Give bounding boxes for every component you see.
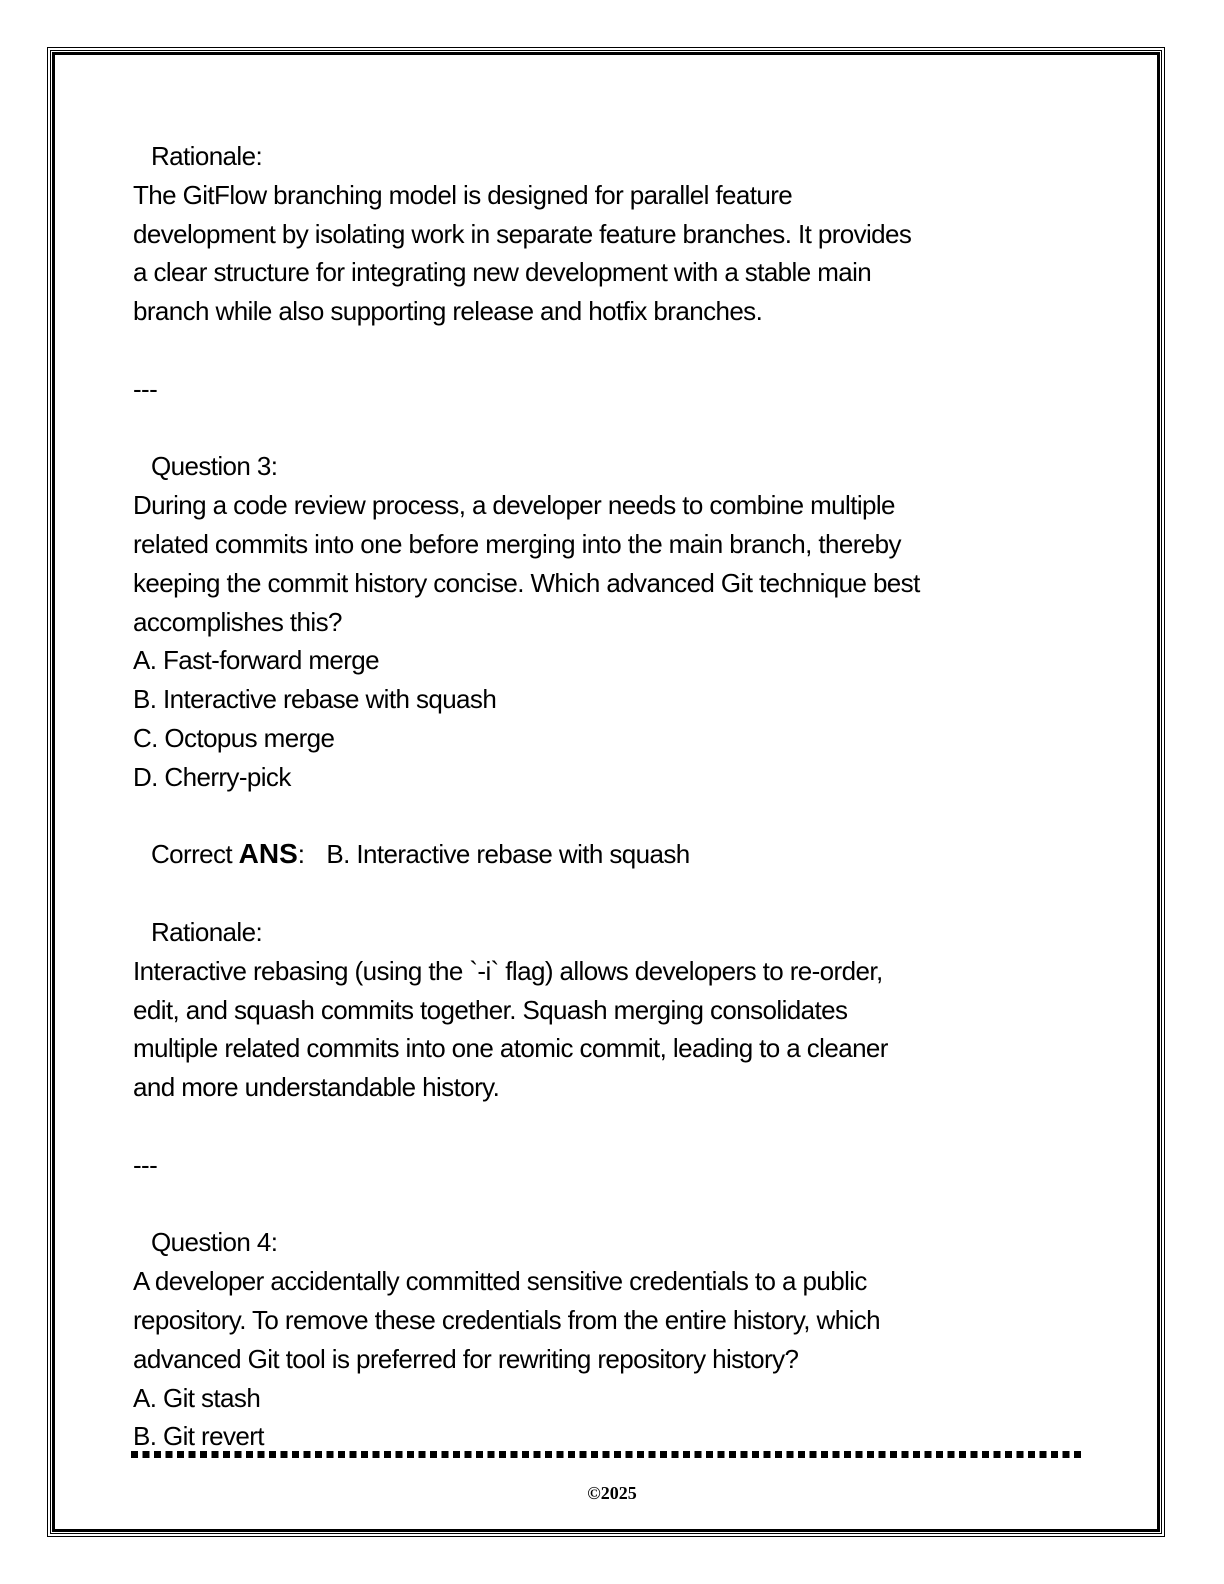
copyright-notice: ©2025 bbox=[587, 1483, 637, 1503]
rationale-label: Rationale: bbox=[151, 916, 263, 947]
correct-answer-value: B. Interactive rebase with squash bbox=[326, 839, 690, 870]
question-text-line: repository. To remove these credentials from the entire history, which bbox=[133, 1304, 881, 1335]
question-text-line: A developer accidentally committed sensitive credentials to a public bbox=[133, 1266, 867, 1297]
question-text-line: accomplishes this? bbox=[133, 606, 342, 637]
rationale-text-line: branch while also supporting release and hotfix branches. bbox=[133, 296, 763, 327]
rationale-text-line: development by isolating work in separate feature branches. It provides bbox=[133, 218, 912, 249]
correct-answer bbox=[133, 835, 1093, 874]
answer-option-b: B. Interactive rebase with squash bbox=[133, 684, 497, 715]
answer-option-c: C. Octopus merge bbox=[133, 722, 335, 753]
answer-option-b: B. Git revert bbox=[133, 1421, 264, 1452]
correct-answer-ans: ANS bbox=[238, 838, 298, 870]
correct-answer-prefix: Correct bbox=[151, 839, 239, 870]
answer-option-a: A. Fast-forward merge bbox=[133, 645, 380, 676]
rationale-text-line: and more understandable history. bbox=[133, 1072, 500, 1103]
question-text-line: related commits into one before merging into the main branch, thereby bbox=[133, 528, 901, 559]
rationale-text-line: multiple related commits into one atomic commit, leading to a cleaner bbox=[133, 1033, 888, 1064]
rationale-text-line: edit, and squash commits together. Squash merging consolidates bbox=[133, 994, 848, 1025]
correct-answer-colon: : bbox=[297, 839, 305, 870]
question-text-line: During a code review process, a developer needs to combine multiple bbox=[133, 490, 895, 521]
answer-option-d: D. Cherry-pick bbox=[133, 761, 291, 792]
rationale-text-line: a clear structure for integrating new development with a stable main bbox=[133, 257, 872, 288]
answer-option-a: A. Git stash bbox=[133, 1382, 261, 1413]
rationale-label: Rationale: bbox=[151, 141, 263, 171]
question-label: Question 4: bbox=[151, 1227, 278, 1258]
question-text-line: keeping the commit history concise. Which advanced Git technique best bbox=[133, 567, 920, 598]
footer-dotted-rule bbox=[131, 1451, 1083, 1458]
rationale-text-line: Interactive rebasing (using the `-i` flag) allows developers to re-order, bbox=[133, 955, 883, 986]
rationale-text-line: The GitFlow branching model is designed for parallel feature bbox=[133, 179, 793, 210]
section-separator: --- bbox=[133, 1149, 158, 1180]
document-body bbox=[133, 137, 1093, 1456]
question-text-line: advanced Git tool is preferred for rewriting repository history? bbox=[133, 1343, 799, 1374]
section-separator: --- bbox=[133, 373, 158, 404]
question-label: Question 3: bbox=[151, 451, 278, 482]
